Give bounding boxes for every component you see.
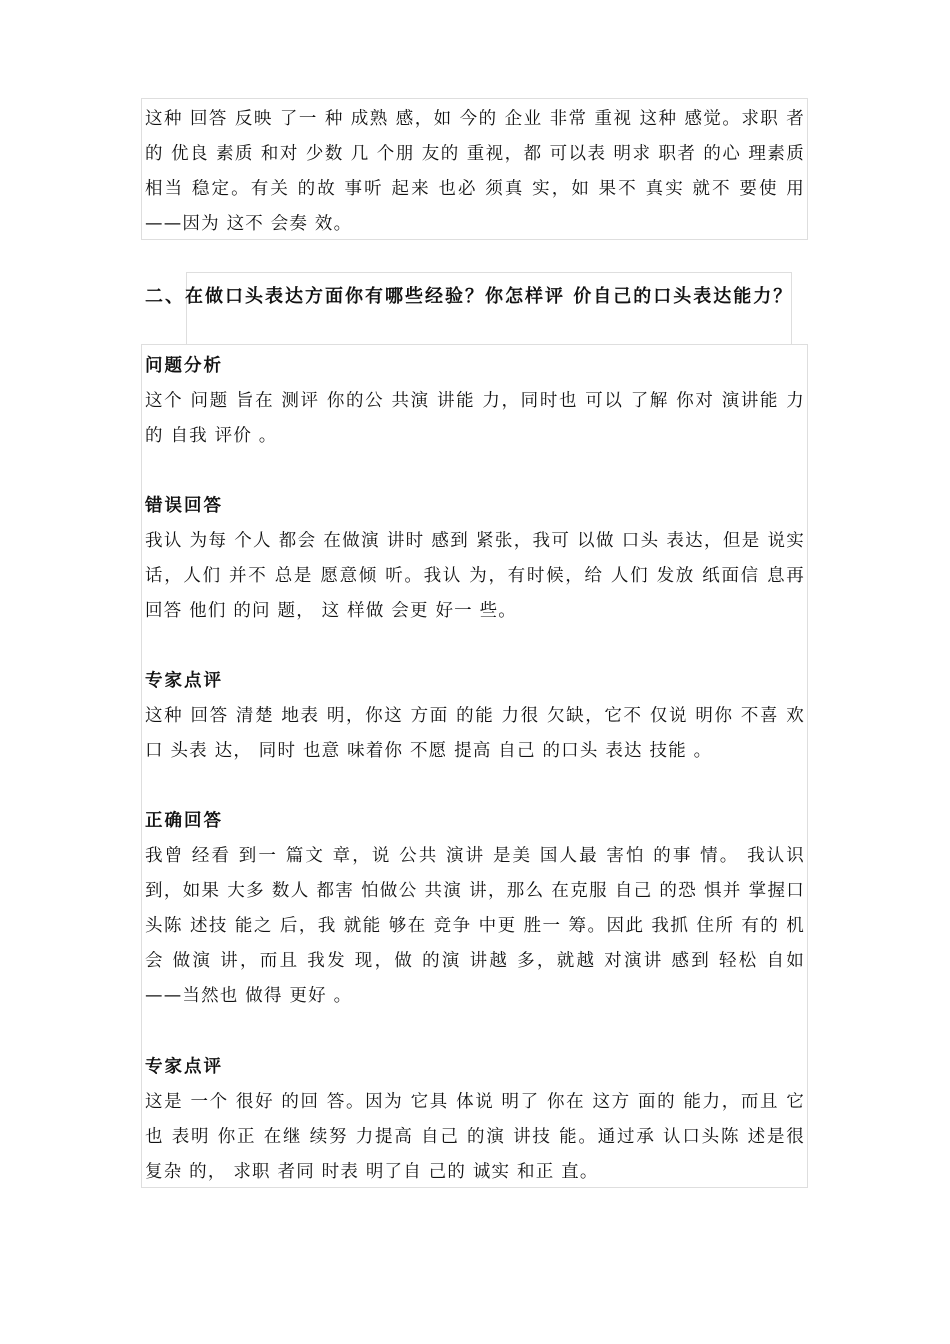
section-text-correct-answer: 我曾 经看 到一 篇文 章，说 公共 演讲 是美 国人最 害怕 的事 情。 我认识 到，如果 大多 数人 都害 怕做公 共演 讲，那么 在克服 自己 的恐 惧并 掌握口 头陈 述技 能之 后，我 就能 够在 竞争 中更 胜一 筹。因此 我抓 住所 有的 机会 做演 讲，而且 我发 现，做 的演 讲越 多，就越 对演讲 感到 轻松 自如 ——当然也 做得 更好 。 (145, 846, 805, 1006)
section-text-expert-review-1: 这种 回答 清楚 地表 明，你这 方面 的能 力很 欠缺，它不 仅说 明你 不喜 欢口 头表 达， 同时 也意 味着你 不愿 提高 自己 的口头 表达 技能 。 (145, 706, 805, 761)
question-title: 二、在做口头表达方面你有哪些经验？你怎样评 价自己的口头表达能力？ (145, 286, 794, 307)
section-text-expert-review-2: 这是 一个 很好 的回 答。因为 它具 体说 明了 你在 这方 面的 能力，而且 它也 表明 你正 在继 续努 力提高 自己 的演 讲技 能。通过承 认口头陈 述是很 复杂 的， 求职 者同 时表 明了自 己的 诚实 和正 直。 (145, 1092, 805, 1182)
section-label-analysis: 问题分析 (145, 356, 223, 376)
section-text-wrong-answer: 我认 为每 个人 都会 在做演 讲时 感到 紧张，我可 以做 口头 表达，但是 说实 话，人们 并不 总是 愿意倾 听。我认 为，有时候，给 人们 发放 纸面信 息再 回答 他们 的问 题， 这 样做 会更 好一 些。 (145, 531, 805, 621)
section-label-correct-answer: 正确回答 (145, 811, 223, 831)
section-label-wrong-answer: 错误回答 (145, 496, 223, 516)
section-label-expert-review-2: 专家点评 (145, 1057, 223, 1077)
section-text-analysis: 这个 问题 旨在 测评 你的公 共演 讲能 力，同时也 可以 了解 你对 演讲能 力的 自我 评价 。 (145, 391, 805, 446)
intro-paragraph: 这种 回答 反映 了一 种 成熟 感，如 今的 企业 非常 重视 这种 感觉。求职 者的 优良 素质 和对 少数 几 个朋 友的 重视，都 可以表 明求 职者 的心 理素质 相当 稳定。有关 的故 事听 起来 也必 须真 实，如 果不 真实 就不 要使 用——因为 这不 会奏 效。 (145, 109, 805, 234)
section-label-expert-review-1: 专家点评 (145, 671, 223, 691)
